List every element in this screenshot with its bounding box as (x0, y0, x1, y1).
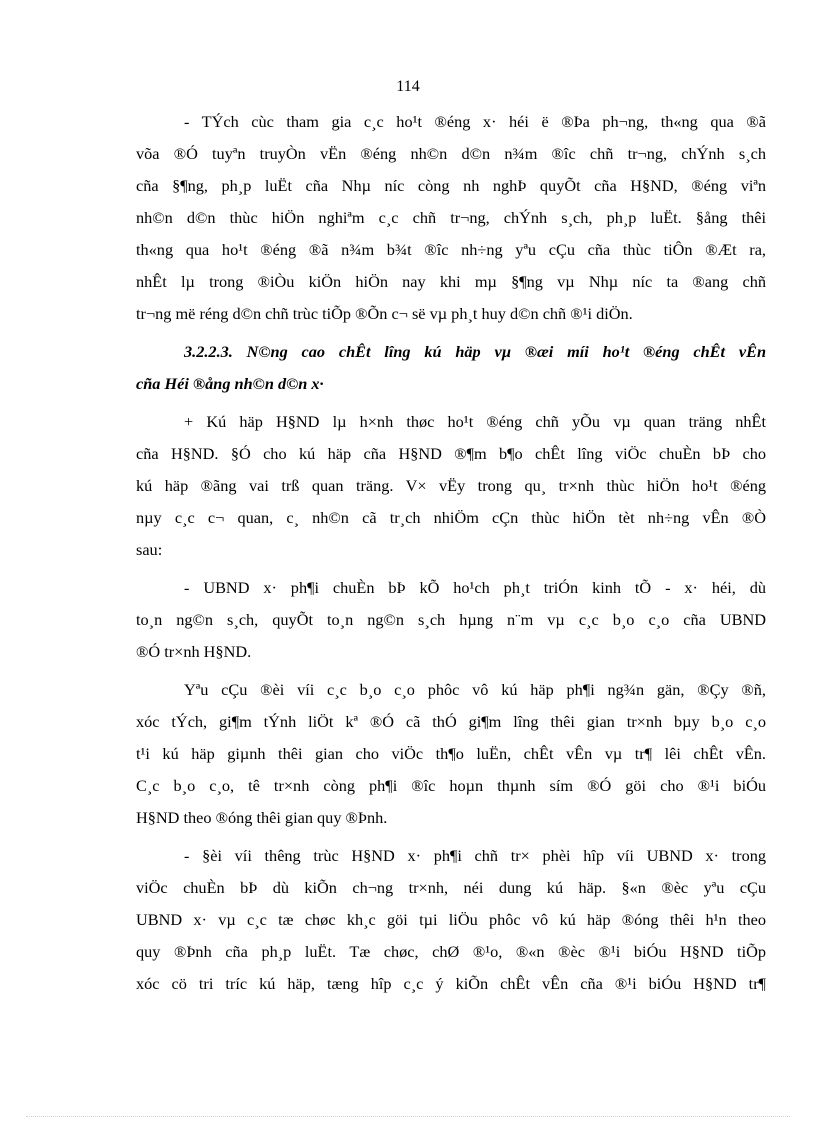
heading-line: cña Héi ®ång nh©n d©n x· (136, 374, 324, 393)
page-number: 114 (396, 78, 420, 95)
paragraph-line: kú häp ®ãng vai trß quan träng. V× vËy trong qu¸ tr×nh thùc hiÖn ho¹t ®éng (136, 476, 766, 495)
paragraph-line: Yªu cÇu ®èi víi c¸c b¸o c¸o phôc vô kú häp ph¶i ng¾n gän, ®Çy ®ñ, (184, 680, 766, 699)
document-body (136, 106, 766, 1000)
paragraph-ubnd-preparation (136, 572, 766, 668)
paragraph-participation (136, 106, 766, 330)
paragraph-line: th«ng qua ho¹t ®éng ®ã n¾m b¾t ®îc nh÷ng yªu cÇu cña thùc tiÔn ®Æt ra, (136, 240, 766, 259)
paragraph-line: nhÊt lµ trong ®iÒu kiÖn hiÖn nay khi mµ §¶ng vµ Nhµ níc ta ®ang chñ (136, 272, 766, 291)
paragraph-line: sau: (136, 540, 163, 559)
paragraph-line: viÖc chuÈn bÞ dù kiÕn ch¬ng tr×nh, néi dung kú häp. §«n ®èc yªu cÇu (136, 878, 766, 897)
section-heading (136, 336, 766, 400)
paragraph-line: - TÝch cùc tham gia c¸c ho¹t ®éng x· héi ë ®Þa ph¬ng, th«ng qua ®ã (184, 112, 766, 131)
paragraph-line: xóc tÝch, gi¶m tÝnh liÖt kª ®Ó cã thÓ gi¶m lîng thêi gian tr×nh bµy b¸o c¸o (136, 712, 766, 731)
paragraph-line: C¸c b¸o c¸o, tê tr×nh còng ph¶i ®îc hoµn thµnh sím ®Ó göi cho ®¹i biÓu (136, 776, 766, 795)
paragraph-line: ®Ó tr×nh H§ND. (136, 642, 252, 661)
paragraph-line: cña §¶ng, ph¸p luËt cña Nhµ níc còng nh nghÞ quyÕt cña H§ND, ®éng viªn (136, 176, 766, 195)
paragraph-line: võa ®Ó tuyªn truyÒn vËn ®éng nh©n d©n n¾m ®îc chñ tr¬ng, chÝnh s¸ch (136, 144, 766, 163)
paragraph-line: + Kú häp H§ND lµ h×nh thøc ho¹t ®éng chñ yÕu vµ quan träng nhÊt (184, 412, 766, 431)
paragraph-line: quy ®Þnh cña ph¸p luËt. Tæ chøc, chØ ®¹o, ®«n ®èc ®¹i biÓu H§ND tiÕp (136, 942, 766, 961)
paragraph-line: nµy c¸c c¬ quan, c¸ nh©n cã tr¸ch nhiÖm cÇn thùc hiÖn tèt nh÷ng vÊn ®Ò (136, 508, 766, 527)
paragraph-standing-committee (136, 840, 766, 1000)
page-bottom-rule (26, 1116, 790, 1117)
paragraph-session-importance (136, 406, 766, 566)
paragraph-line: nh©n d©n thùc hiÖn nghiªm c¸c chñ tr¬ng, chÝnh s¸ch, ph¸p luËt. §ång thêi (136, 208, 766, 227)
heading-line: 3.2.2.3. N©ng cao chÊt lîng kú häp vµ ®æi míi ho¹t ®éng chÊt vÊn (184, 342, 766, 361)
paragraph-line: - UBND x· ph¶i chuÈn bÞ kÕ ho¹ch ph¸t triÓn kinh tÕ - x· héi, dù (184, 578, 766, 597)
paragraph-line: - §èi víi thêng trùc H§ND x· ph¶i chñ tr× phèi hîp víi UBND x· trong (184, 846, 766, 865)
paragraph-line: H§ND theo ®óng thêi gian quy ®Þnh. (136, 808, 388, 827)
paragraph-line: xóc cö tri tríc kú häp, tæng hîp c¸c ý kiÕn chÊt vÊn cña ®¹i biÓu H§ND tr¶ (136, 974, 766, 993)
paragraph-line: UBND x· vµ c¸c tæ chøc kh¸c göi tµi liÖu phôc vô kú häp ®óng thêi h¹n theo (136, 910, 766, 929)
paragraph-line: cña H§ND. §Ó cho kú häp cña H§ND ®¶m b¶o chÊt lîng viÖc chuÈn bÞ cho (136, 444, 766, 463)
paragraph-line: to¸n ng©n s¸ch, quyÕt to¸n ng©n s¸ch hµng n¨m vµ c¸c b¸o c¸o cña UBND (136, 610, 766, 629)
paragraph-report-requirements (136, 674, 766, 834)
paragraph-line: tr¬ng më réng d©n chñ trùc tiÕp ®Õn c¬ së vµ ph¸t huy d©n chñ ®¹i diÖn. (136, 304, 633, 323)
paragraph-line: t¹i kú häp giµnh thêi gian cho viÖc th¶o luËn, chÊt vÊn vµ tr¶ lêi chÊt vÊn. (136, 744, 766, 763)
